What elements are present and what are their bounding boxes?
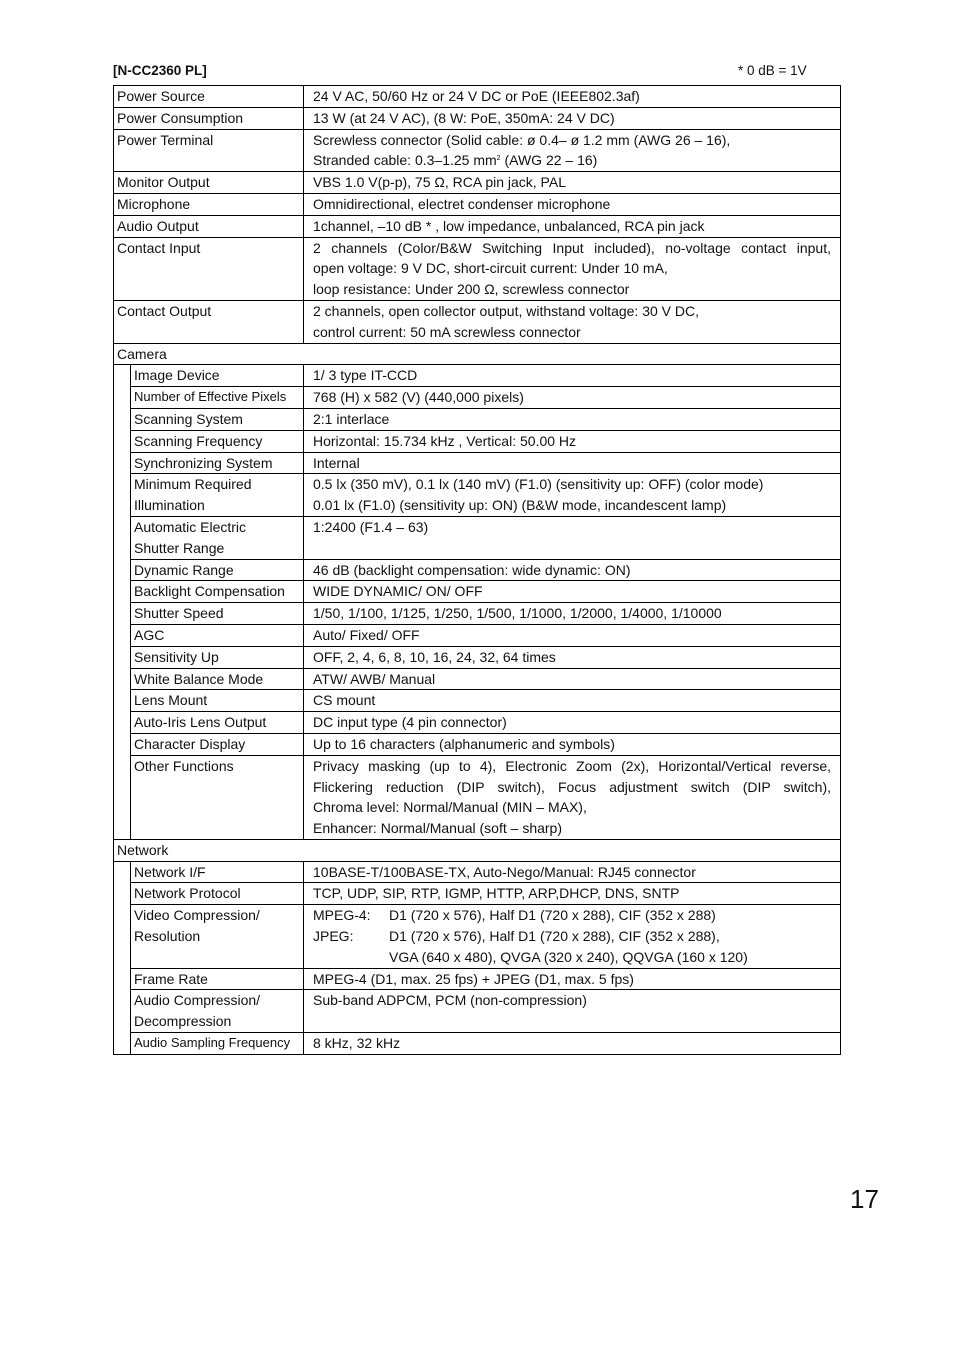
page-number: 17 [850, 1184, 879, 1214]
spec-label: AGC [131, 624, 304, 646]
spec-label: Image Device [131, 365, 304, 387]
spec-row [114, 107, 841, 129]
spec-value: ATW/ AWB/ Manual [313, 670, 436, 687]
spec-value: 1/50, 1/100, 1/125, 1/250, 1/500, 1/1000, 1/2000, 1/4000, 1/10000 [313, 605, 722, 622]
spec-value: 1channel, –10 dB * , low impedance, unbalanced, RCA pin jack [313, 217, 705, 234]
spec-value: open voltage: 9 V DC, short-circuit current: Under 10 mA, [313, 260, 668, 277]
spec-label: Minimum Required Illumination [131, 474, 304, 517]
spec-label: Network Protocol [131, 883, 304, 905]
spec-label: Power Consumption [114, 107, 304, 129]
spec-row [114, 905, 841, 968]
spec-value: TCP, UDP, SIP, RTP, IGMP, HTTP, ARP,DHCP, DNS, SNTP [313, 885, 680, 902]
spec-label: Contact Output [114, 300, 304, 343]
spec-row [114, 516, 841, 559]
spec-value: VBS 1.0 V(p-p), 75 Ω, RCA pin jack, PAL [313, 174, 566, 191]
reference-note: * 0 dB = 1V [738, 63, 807, 78]
spec-value: Enhancer: Normal/Manual (soft – sharp) [313, 820, 562, 837]
spec-table [113, 85, 841, 1055]
spec-row [114, 603, 841, 625]
spec-label: Backlight Compensation [131, 581, 304, 603]
spec-value: Chroma level: Normal/Manual (MIN – MAX), [313, 799, 587, 816]
spec-value: 1/ 3 type IT-CCD [313, 367, 418, 384]
spec-value: 2 channels, open collector output, withstand voltage: 30 V DC, [313, 302, 700, 319]
spec-value: Screwless connector (Solid cable: ø 0.4– ø 1.2 mm (AWG 26 – 16), [313, 131, 731, 148]
spec-label: Dynamic Range [131, 559, 304, 581]
spec-row [114, 646, 841, 668]
spec-label: Network I/F [131, 861, 304, 883]
spec-value: Internal [313, 454, 360, 471]
spec-row [114, 883, 841, 905]
spec-label: Lens Mount [131, 690, 304, 712]
spec-label: Monitor Output [114, 172, 304, 194]
spec-row [114, 408, 841, 430]
section-title: Network [114, 839, 841, 861]
spec-value-line: VGA (640 x 480), QVGA (320 x 240), QQVGA (160 x 120) [389, 948, 748, 965]
spec-row [114, 990, 841, 1033]
spec-value: Up to 16 characters (alphanumeric and symbols) [313, 735, 615, 752]
section-heading-network [114, 839, 841, 861]
spec-row [114, 624, 841, 646]
spec-row [114, 581, 841, 603]
spec-label: Scanning Frequency [131, 430, 304, 452]
spec-value: 24 V AC, 50/60 Hz or 24 V DC or PoE (IEEE802.3af) [313, 88, 640, 104]
spec-value: Privacy masking (up to 4), Electronic Zoom (2x), Horizontal/Vertical reverse, [313, 757, 831, 774]
spec-row [114, 430, 841, 452]
spec-row [114, 968, 841, 990]
spec-row [114, 474, 841, 517]
spec-label: Audio Compression/ Decompression [131, 990, 304, 1033]
spec-value: DC input type (4 pin connector) [313, 714, 507, 731]
spec-value: WIDE DYNAMIC/ ON/ OFF [313, 583, 483, 600]
spec-row [114, 668, 841, 690]
section-title: Camera [114, 343, 841, 365]
spec-label: Power Terminal [114, 129, 304, 172]
spec-value-line: MPEG-4: D1 (720 x 576), Half D1 (720 x 288), CIF (352 x 288) [313, 907, 716, 924]
spec-label: White Balance Mode [131, 668, 304, 690]
spec-label: Frame Rate [131, 968, 304, 990]
spec-row [114, 387, 841, 409]
spec-label: Number of Effective Pixels [131, 387, 304, 409]
model-title: [N-CC2360 PL] [113, 63, 207, 78]
spec-value: 1:2400 (F1.4 – 63) [313, 518, 429, 535]
spec-row [114, 172, 841, 194]
spec-row [114, 452, 841, 474]
spec-label: Synchronizing System [131, 452, 304, 474]
section-heading-camera [114, 343, 841, 365]
spec-label: Contact Input [114, 237, 304, 300]
spec-row [114, 690, 841, 712]
spec-value-line: Stranded cable: 0.3–1.25 $mm^2$ (AWG 22 – 16) [313, 152, 598, 169]
spec-row [114, 861, 841, 883]
spec-label: Other Functions [131, 755, 304, 839]
spec-row [114, 86, 841, 108]
spec-value: 46 dB (backlight compensation: wide dynamic: ON) [313, 561, 631, 578]
spec-value: 13 W (at 24 V AC), (8 W: PoE, 350mA: 24 V DC) [313, 109, 615, 126]
spec-row [114, 712, 841, 734]
spec-row [114, 193, 841, 215]
spec-row [114, 559, 841, 581]
spec-label: Sensitivity Up [131, 646, 304, 668]
spec-value: 8 kHz, 32 kHz [313, 1035, 401, 1052]
spec-row [114, 237, 841, 300]
spec-value: loop resistance: Under 200 Ω, screwless connector [313, 281, 630, 298]
spec-value: 0.5 lx (350 mV), 0.1 lx (140 mV) (F1.0) (sensitivity up: OFF) (color mode) [313, 476, 764, 493]
spec-label: Character Display [131, 733, 304, 755]
spec-row [114, 1033, 841, 1055]
spec-value: MPEG-4 (D1, max. 25 fps) + JPEG (D1, max. 5 fps) [313, 970, 634, 987]
spec-row [114, 733, 841, 755]
spec-value: control current: 50 mA screwless connector [313, 323, 581, 340]
spec-value-line: JPEG: D1 (720 x 576), Half D1 (720 x 288), CIF (352 x 288), [313, 928, 720, 945]
spec-value: OFF, 2, 4, 6, 8, 10, 16, 24, 32, 64 times [313, 648, 556, 665]
spec-row [114, 365, 841, 387]
spec-label: Automatic Electric Shutter Range [131, 516, 304, 559]
spec-label: Auto-Iris Lens Output [131, 712, 304, 734]
spec-value: Sub-band ADPCM, PCM (non-compression) [313, 992, 587, 1009]
spec-label: Audio Output [114, 215, 304, 237]
spec-value: 0.01 lx (F1.0) (sensitivity up: ON) (B&W mode, incandescent lamp) [313, 497, 727, 514]
spec-value: Auto/ Fixed/ OFF [313, 626, 420, 643]
spec-value: 2 channels (Color/B&W Switching Input included), no-voltage contact input, [313, 239, 831, 256]
spec-value: Omnidirectional, electret condenser microphone [313, 195, 611, 212]
spec-label: Shutter Speed [131, 603, 304, 625]
spec-label: Scanning System [131, 408, 304, 430]
spec-row [114, 755, 841, 839]
spec-row [114, 215, 841, 237]
spec-row [114, 129, 841, 172]
spec-value: Horizontal: 15.734 kHz , Vertical: 50.00 Hz [313, 432, 577, 449]
spec-row [114, 300, 841, 343]
spec-value: CS mount [313, 692, 376, 709]
spec-value: 768 (H) x 582 (V) (440,000 pixels) [313, 389, 524, 406]
spec-value: 10BASE-T/100BASE-TX, Auto-Nego/Manual: RJ45 connector [313, 863, 696, 880]
spec-value: Flickering reduction (DIP switch), Focus adjustment switch (DIP switch), [313, 778, 831, 795]
spec-value: 2:1 interlace [313, 410, 390, 427]
spec-label: Microphone [114, 193, 304, 215]
spec-label: Power Source [114, 86, 304, 108]
spec-label: Video Compression/ Resolution [131, 905, 304, 968]
spec-label: Audio Sampling Frequency [131, 1033, 304, 1055]
